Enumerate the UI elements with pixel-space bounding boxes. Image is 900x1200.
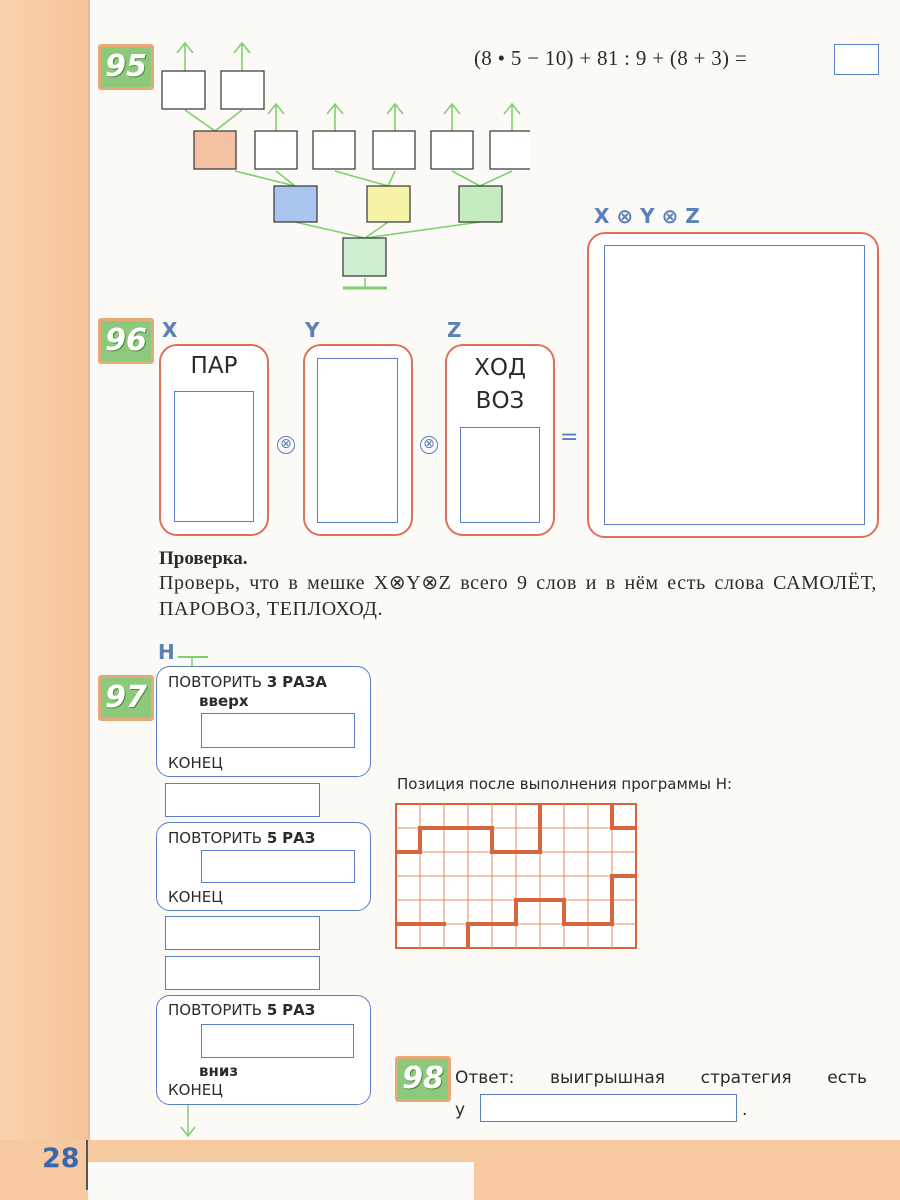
ex95-tree-diagram <box>150 38 530 298</box>
page-number: 28 <box>42 1143 80 1174</box>
bag-z-word: ВОЗ <box>475 388 525 414</box>
bag-z-answer-box[interactable] <box>460 427 540 523</box>
bag-x-label: X <box>162 318 178 342</box>
repeat-block-3-command: вниз <box>199 1062 239 1080</box>
exercise-98-badge: 98 <box>395 1056 451 1102</box>
tree-node-blue <box>274 186 317 222</box>
repeat-block-1-command: вверх <box>199 692 249 710</box>
program-command-input[interactable] <box>165 783 320 817</box>
check-title: Проверка. <box>159 548 248 569</box>
result-bag-label: X ⊗ Y ⊗ Z <box>594 204 700 228</box>
answer-prefix: Ответ: <box>455 1068 515 1088</box>
ex98-answer-box[interactable] <box>480 1094 737 1122</box>
tree-node-yellow <box>367 186 410 222</box>
tree-leaf-box <box>431 131 473 169</box>
bag-x-word: ПАР <box>190 353 238 379</box>
program-name: Н <box>158 640 175 664</box>
bag-z-word: ХОД <box>474 355 526 381</box>
tree-top-box <box>221 71 264 109</box>
tree-node-green <box>459 186 502 222</box>
bottom-white-strip <box>88 1162 474 1200</box>
repeat-block-3-end: КОНЕЦ <box>168 1081 223 1099</box>
answer-end: . <box>742 1100 748 1120</box>
repeat-block-2-head: ПОВТОРИТЬ 5 РАЗ <box>168 829 316 847</box>
tree-node-orange <box>194 131 236 169</box>
left-margin-band <box>0 0 90 1200</box>
repeat-block-2-input[interactable] <box>201 850 355 883</box>
program-end-arrow-icon <box>178 1105 198 1139</box>
exercise-97-badge: 97 <box>98 675 154 721</box>
bag-z-label: Z <box>447 318 462 342</box>
otimes-icon: ⊗ <box>420 436 438 454</box>
answer-word: выигрышная <box>550 1068 665 1088</box>
answer-word: стратегия <box>700 1068 792 1088</box>
exercise-96-badge: 96 <box>98 318 154 364</box>
repeat-block-3-input[interactable] <box>201 1024 354 1058</box>
otimes-icon: ⊗ <box>277 436 295 454</box>
repeat-block-1-head: ПОВТОРИТЬ 3 РАЗА <box>168 673 327 691</box>
tree-top-box <box>162 71 205 109</box>
check-text: Проверь, что в мешке X⊗Y⊗Z всего 9 слов и в нём есть слова САМОЛЁТ, ПАРОВОЗ, ТЕПЛОХОД. <box>159 572 877 620</box>
program-command-input[interactable] <box>165 956 320 990</box>
equals-sign: = <box>560 425 579 450</box>
tree-leaf-box <box>255 131 297 169</box>
check-block <box>159 548 877 622</box>
repeat-block-2-end: КОНЕЦ <box>168 888 223 906</box>
program-command-input[interactable] <box>165 916 320 950</box>
repeat-block-1-end: КОНЕЦ <box>168 754 223 772</box>
ex95-expression: (8 • 5 − 10) + 81 : 9 + (8 + 3) = <box>474 46 748 70</box>
answer-line <box>455 1068 867 1088</box>
left-margin-line <box>88 0 90 1140</box>
exercise-95-badge: 95 <box>98 44 154 90</box>
answer-u: у <box>455 1100 466 1120</box>
tree-leaf-box <box>490 131 530 169</box>
bag-y-answer-box[interactable] <box>317 358 398 523</box>
page-number-divider <box>86 1140 88 1190</box>
tree-root-box <box>343 238 386 276</box>
position-grid <box>395 803 637 949</box>
tree-leaf-box <box>373 131 415 169</box>
ex95-answer-box[interactable] <box>834 44 879 75</box>
tree-leaf-box <box>313 131 355 169</box>
repeat-block-1-input[interactable] <box>201 713 355 748</box>
repeat-block-3-head: ПОВТОРИТЬ 5 РАЗ <box>168 1001 316 1019</box>
result-bag-answer-box[interactable] <box>604 245 865 525</box>
answer-word: есть <box>827 1068 867 1088</box>
bag-y-label: Y <box>305 318 320 342</box>
bag-x-answer-box[interactable] <box>174 391 254 522</box>
position-caption: Позиция после выполнения программы Н: <box>397 775 733 793</box>
